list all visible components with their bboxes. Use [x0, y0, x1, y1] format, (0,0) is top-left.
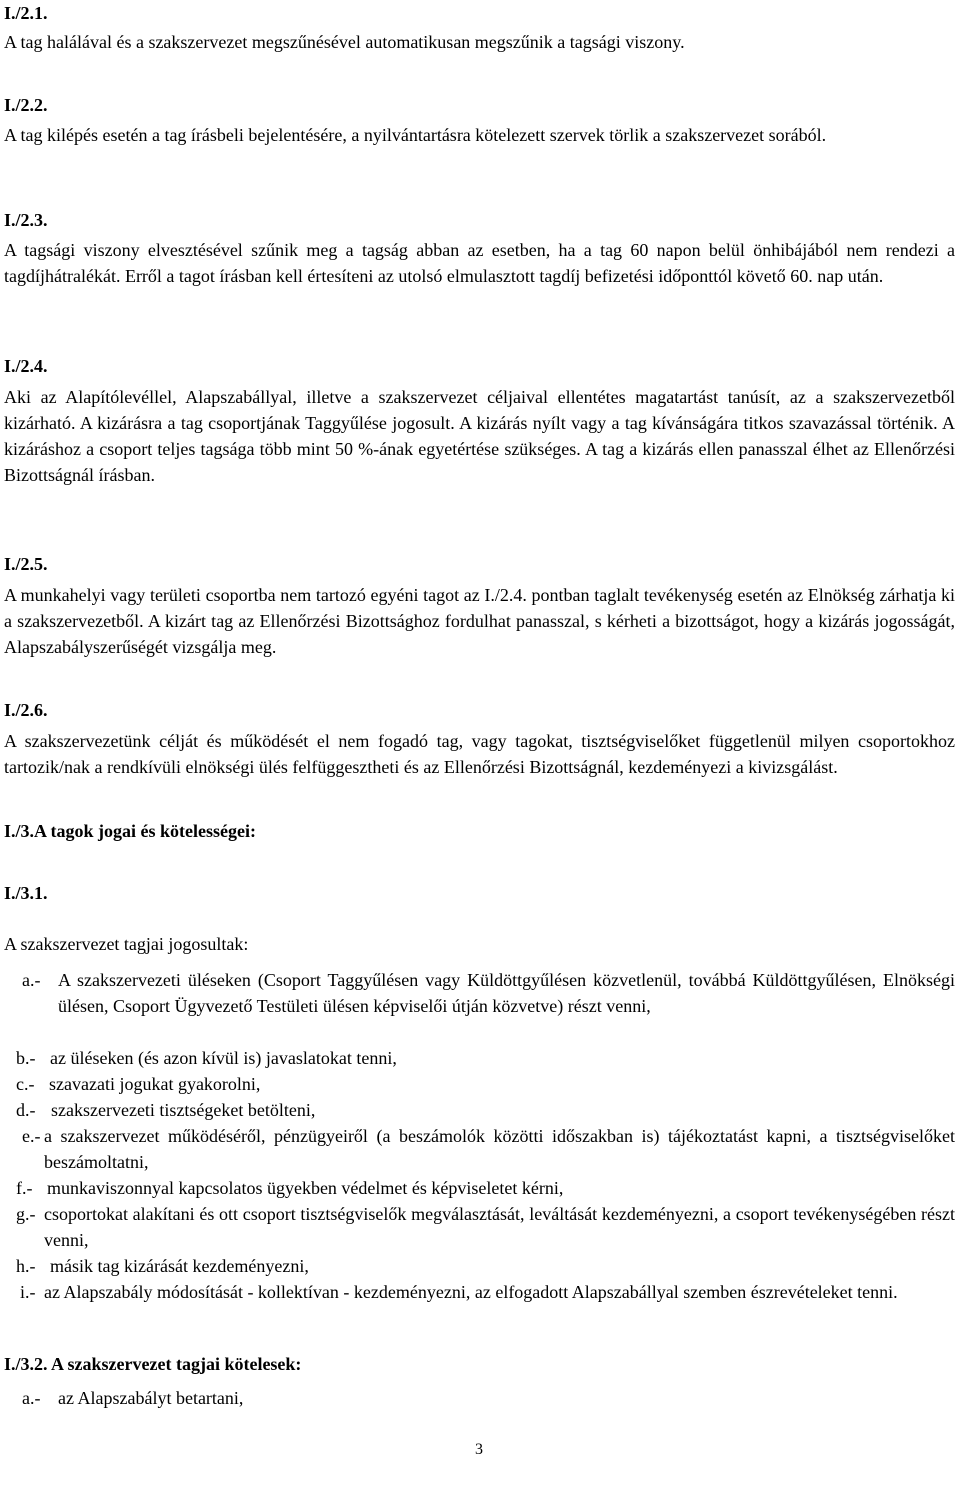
list-item-text: szavazati jogukat gyakorolni,	[49, 1074, 261, 1094]
section-heading-2-2: I./2.2.	[4, 95, 48, 115]
section-text-2-1: A tag halálával és a szakszervezet megszűnésével automatikusan megszűnik a tagsági viszony.	[4, 32, 685, 52]
section-text-2-3: A tagsági viszony elvesztésével szűnik meg a tagság abban az esetben, ha a tag 60 napon belül önhibájából nem rendezi a tagdíjhátralékát. Erről a tagot írásban kell értesíteni az utolsó elmulasztott tagdíj befizetési időponttól követő 60. nap után.	[4, 240, 955, 286]
list-item-text: az Alapszabályt betartani,	[58, 1388, 244, 1408]
list-item-label: e.-	[22, 1126, 41, 1146]
section-text-2-2: A tag kilépés esetén a tag írásbeli bejelentésére, a nyilvántartásra kötelezett szervek törlik a szakszervezet sorából.	[4, 125, 827, 145]
list-item-text: az Alapszabály módosítását - kollektívan - kezdeményezni, az elfogadott Alapszabállyal szemben észrevételeket tenni.	[44, 1282, 898, 1302]
list-item-text: másik tag kizárását kezdeményezni,	[50, 1256, 309, 1276]
section-heading-2-4: I./2.4.	[4, 356, 48, 376]
list-item-label: b.-	[16, 1048, 36, 1068]
list-item-label: i.-	[20, 1282, 36, 1302]
list-item-text: munkaviszonnyal kapcsolatos ügyekben védelmet és képviseletet kérni,	[47, 1178, 564, 1198]
section-text-2-5: A munkahelyi vagy területi csoportba nem tartozó egyéni tagot az I./2.4. pontban taglalt tevékenység esetén az Elnökség zárhatja ki a szakszervezetből. A kizárt tag az Ellenőrzési Bizottsághoz fordulhat panasszal, s kérheti a bizottságot, hogy a kizárás jogosságát, Alapszabályszerűségét vizsgálja meg.	[4, 585, 955, 657]
list-item-label: g.-	[16, 1204, 36, 1224]
section-heading-2-1: I./2.1.	[4, 3, 48, 23]
list-item-text: A szakszervezeti üléseken (Csoport Taggyűlésen vagy Küldöttgyűlésen közvetlenül, továbbá Küldöttgyűlésen, Elnökségi ülésen, Csoport Ügyvezető Testületi ülésen képviselői útján közvetve) részt venni,	[58, 970, 955, 1016]
list-item-text: csoportokat alakítani és ott csoport tisztségviselők megválasztását, leváltását kezdeményezni, a csoport tevékenységében részt venni,	[44, 1204, 955, 1250]
list-item-label: f.-	[16, 1178, 33, 1198]
list-item-label: h.-	[16, 1256, 36, 1276]
section-intro-3-1: A szakszervezet tagjai jogosultak:	[4, 934, 249, 954]
section-text-2-6: A szakszervezetünk célját és működését el nem fogadó tag, vagy tagokat, tisztségviselőket függetlenül milyen csoportokhoz tartozik/nak a rendkívüli elnökségi ülés felfüggesztheti és az Ellenőrzési Bizottságnál, kezdeményezi a kivizsgálást.	[4, 731, 955, 777]
chapter-heading-3: I./3.A tagok jogai és kötelességei:	[4, 821, 256, 841]
section-heading-3-1: I./3.1.	[4, 883, 48, 903]
list-item-text: szakszervezeti tisztségeket betölteni,	[51, 1100, 316, 1120]
section-heading-2-6: I./2.6.	[4, 700, 48, 720]
list-item-label: d.-	[16, 1100, 36, 1120]
section-heading-3-2: I./3.2. A szakszervezet tagjai kötelesek:	[4, 1354, 302, 1374]
section-heading-2-5: I./2.5.	[4, 554, 48, 574]
section-heading-2-3: I./2.3.	[4, 210, 48, 230]
page-number: 3	[475, 1441, 483, 1458]
section-text-2-4: Aki az Alapítólevéllel, Alapszabállyal, illetve a szakszervezet céljaival ellentétes magatartást tanúsít, az a szakszervezetből kizárható. A kizárásra a tag csoportjának Taggyűlése jogosult. A kizárás nyílt vagy a tag kívánságára titkos szavazással történik. A kizáráshoz a csoport teljes tagsága több mint 50 %-ának egyetértése szükséges. A tag a kizárás ellen panasszal élhet az Ellenőrzési Bizottságnál írásban.	[4, 387, 955, 485]
list-item-label: c.-	[16, 1074, 35, 1094]
list-item-label: a.-	[22, 1388, 41, 1408]
list-item-text: az üléseken (és azon kívül is) javaslatokat tenni,	[50, 1048, 397, 1068]
list-item-text: a szakszervezet működéséről, pénzügyeiről (a beszámolók közötti időszakban is) tájékoztatást kapni, a tisztségviselőket beszámoltatni,	[44, 1126, 955, 1172]
list-item-label: a.-	[22, 970, 41, 990]
